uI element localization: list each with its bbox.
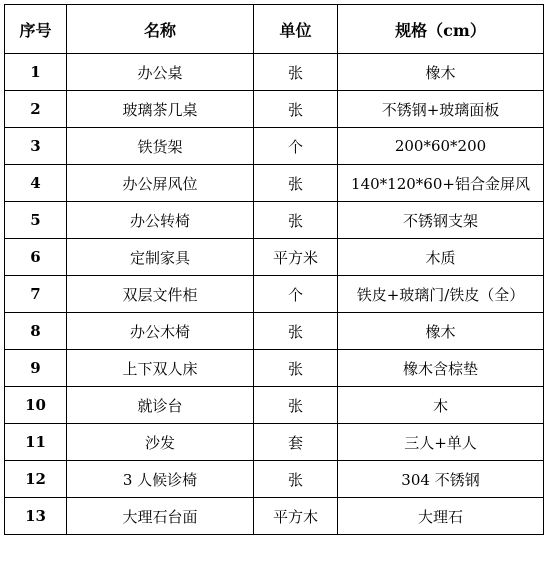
cell-name: 就诊台 <box>67 387 254 424</box>
cell-name: 定制家具 <box>67 239 254 276</box>
cell-index: 1 <box>5 54 67 91</box>
cell-unit: 张 <box>254 387 338 424</box>
cell-index: 6 <box>5 239 67 276</box>
table-row <box>5 313 544 350</box>
table-row <box>5 498 544 535</box>
cell-spec: 橡木 <box>338 54 544 91</box>
cell-unit: 张 <box>254 350 338 387</box>
cell-index: 8 <box>5 313 67 350</box>
table-row <box>5 350 544 387</box>
cell-index: 13 <box>5 498 67 535</box>
cell-unit: 张 <box>254 202 338 239</box>
cell-spec: 木 <box>338 387 544 424</box>
header-name: 名称 <box>67 5 254 54</box>
cell-index: 9 <box>5 350 67 387</box>
header-index: 序号 <box>5 5 67 54</box>
cell-index: 4 <box>5 165 67 202</box>
furniture-spec-table <box>4 4 544 535</box>
cell-unit: 张 <box>254 313 338 350</box>
cell-spec: 200*60*200 <box>338 128 544 165</box>
cell-name: 上下双人床 <box>67 350 254 387</box>
cell-spec: 不锈钢+玻璃面板 <box>338 91 544 128</box>
table-row <box>5 128 544 165</box>
cell-index: 7 <box>5 276 67 313</box>
cell-name: 办公桌 <box>67 54 254 91</box>
cell-index: 3 <box>5 128 67 165</box>
cell-name: 双层文件柜 <box>67 276 254 313</box>
table-row <box>5 202 544 239</box>
cell-name: 铁货架 <box>67 128 254 165</box>
cell-name: 大理石台面 <box>67 498 254 535</box>
cell-index: 5 <box>5 202 67 239</box>
table-row <box>5 424 544 461</box>
cell-spec: 140*120*60+铝合金屏风 <box>338 165 544 202</box>
header-spec: 规格（cm） <box>338 5 544 54</box>
cell-unit: 张 <box>254 54 338 91</box>
cell-index: 11 <box>5 424 67 461</box>
cell-spec: 不锈钢支架 <box>338 202 544 239</box>
cell-unit: 个 <box>254 276 338 313</box>
cell-spec: 橡木 <box>338 313 544 350</box>
table-row <box>5 165 544 202</box>
furniture-spec-sheet <box>4 4 543 535</box>
table-header <box>5 5 544 54</box>
cell-index: 2 <box>5 91 67 128</box>
cell-spec: 大理石 <box>338 498 544 535</box>
cell-index: 10 <box>5 387 67 424</box>
cell-unit: 张 <box>254 91 338 128</box>
header-row <box>5 5 544 54</box>
cell-unit: 张 <box>254 165 338 202</box>
cell-unit: 平方木 <box>254 498 338 535</box>
header-unit: 单位 <box>254 5 338 54</box>
cell-name: 办公转椅 <box>67 202 254 239</box>
cell-spec: 304 不锈钢 <box>338 461 544 498</box>
cell-name: 玻璃茶几桌 <box>67 91 254 128</box>
cell-unit: 套 <box>254 424 338 461</box>
table-body <box>5 54 544 535</box>
cell-unit: 个 <box>254 128 338 165</box>
table-row <box>5 54 544 91</box>
table-row <box>5 461 544 498</box>
cell-name: 沙发 <box>67 424 254 461</box>
cell-spec: 橡木含棕垫 <box>338 350 544 387</box>
cell-spec: 三人+单人 <box>338 424 544 461</box>
cell-spec: 铁皮+玻璃门/铁皮（全） <box>338 276 544 313</box>
cell-name: 办公木椅 <box>67 313 254 350</box>
cell-name: 3 人候诊椅 <box>67 461 254 498</box>
cell-unit: 张 <box>254 461 338 498</box>
table-row <box>5 387 544 424</box>
table-row <box>5 239 544 276</box>
cell-name: 办公屏风位 <box>67 165 254 202</box>
cell-spec: 木质 <box>338 239 544 276</box>
cell-index: 12 <box>5 461 67 498</box>
table-row <box>5 91 544 128</box>
cell-unit: 平方米 <box>254 239 338 276</box>
table-row <box>5 276 544 313</box>
